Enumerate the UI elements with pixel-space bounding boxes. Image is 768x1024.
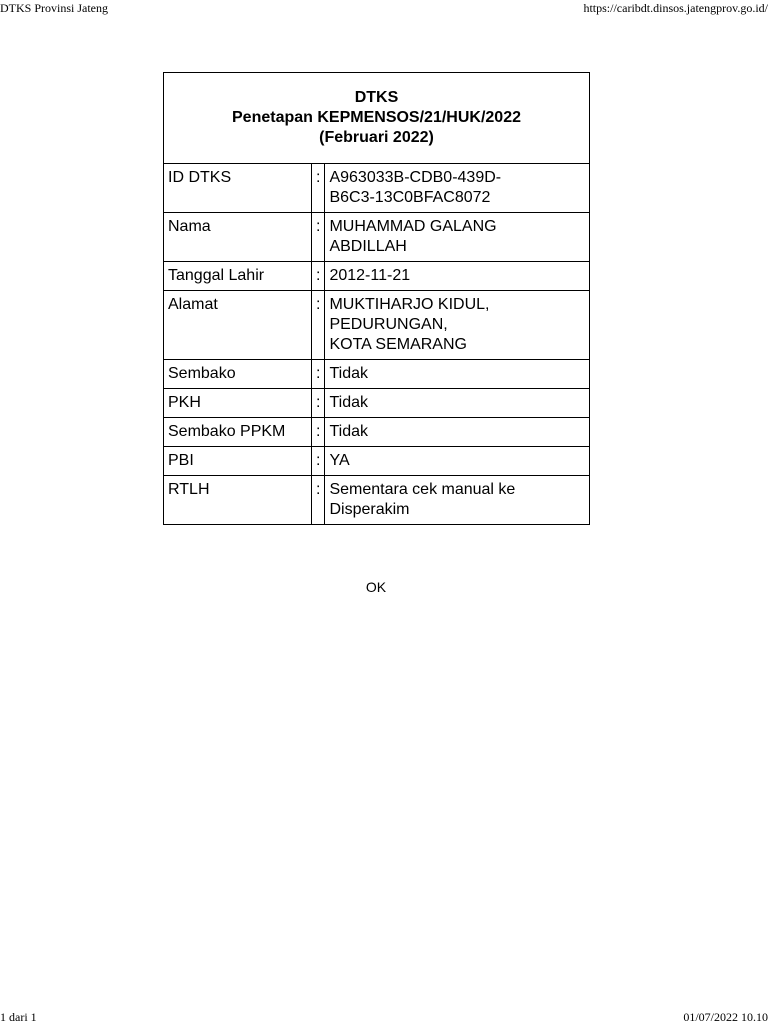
- row-value: [325, 447, 590, 476]
- heading-title: DTKS: [354, 89, 399, 106]
- table-heading-row: [164, 73, 590, 164]
- rtlh-value: Sementara cek manual ke Disperakim: [329, 481, 516, 518]
- ok-button[interactable]: OK: [356, 576, 396, 598]
- row-label: PKH: [164, 389, 312, 418]
- table-row-alamat: [164, 291, 590, 360]
- print-footer-datetime: 01/07/2022 10.10: [683, 1010, 768, 1024]
- row-value: [325, 262, 590, 291]
- id-dtks-value: A963033B-CDB0-439D- B6C3-13C0BFAC8072: [329, 169, 502, 206]
- row-value: [325, 360, 590, 389]
- sembako-ppkm-value: Tidak: [329, 423, 368, 440]
- row-label: Nama: [164, 213, 312, 262]
- table-row-tanggal-lahir: [164, 262, 590, 291]
- row-separator: :: [312, 476, 325, 525]
- alamat-value: MUKTIHARJO KIDUL, PEDURUNGAN, KOTA SEMARANG: [329, 296, 490, 353]
- table-row-sembako-ppkm: [164, 418, 590, 447]
- row-separator: :: [312, 447, 325, 476]
- row-separator: :: [312, 360, 325, 389]
- row-label: PBI: [164, 447, 312, 476]
- row-separator: :: [312, 418, 325, 447]
- row-value: [325, 164, 590, 213]
- print-header-title: DTKS Provinsi Jateng: [0, 1, 108, 15]
- row-value: [325, 291, 590, 360]
- table-row-sembako: [164, 360, 590, 389]
- row-label: Alamat: [164, 291, 312, 360]
- print-footer-page: 1 dari 1: [0, 1010, 37, 1024]
- row-value: [325, 476, 590, 525]
- row-label: Sembako PPKM: [164, 418, 312, 447]
- row-label: ID DTKS: [164, 164, 312, 213]
- table-row-rtlh: [164, 476, 590, 525]
- table-row-nama: [164, 213, 590, 262]
- print-header-url: https://caribdt.dinsos.jatengprov.go.id/: [583, 1, 768, 15]
- table-row-pbi: [164, 447, 590, 476]
- table-row-pkh: [164, 389, 590, 418]
- row-label: RTLH: [164, 476, 312, 525]
- row-value: [325, 389, 590, 418]
- row-value: [325, 418, 590, 447]
- row-separator: :: [312, 164, 325, 213]
- row-separator: :: [312, 291, 325, 360]
- row-label: Tanggal Lahir: [164, 262, 312, 291]
- table-heading: [164, 73, 590, 164]
- row-separator: :: [312, 389, 325, 418]
- heading-period: (Februari 2022): [319, 129, 434, 146]
- table-row-id-dtks: [164, 164, 590, 213]
- pbi-value: YA: [329, 452, 350, 469]
- nama-value: MUHAMMAD GALANG ABDILLAH: [329, 218, 497, 255]
- row-value: [325, 213, 590, 262]
- dtks-info-table: [163, 72, 590, 525]
- heading-decree: Penetapan KEPMENSOS/21/HUK/2022: [232, 109, 521, 126]
- row-separator: :: [312, 213, 325, 262]
- tanggal-lahir-value: 2012-11-21: [329, 267, 411, 284]
- row-label: Sembako: [164, 360, 312, 389]
- sembako-value: Tidak: [329, 365, 368, 382]
- row-separator: :: [312, 262, 325, 291]
- pkh-value: Tidak: [329, 394, 368, 411]
